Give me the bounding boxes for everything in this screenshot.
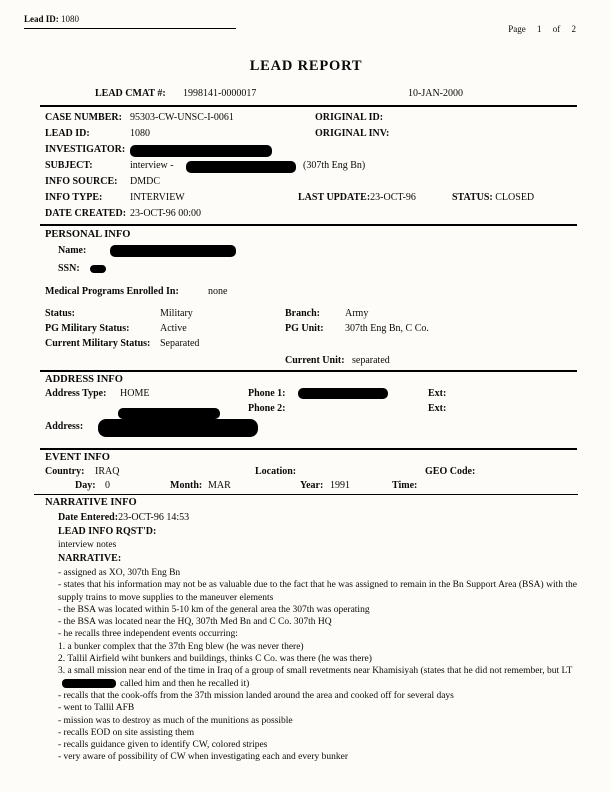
lead-info-rqstd-row	[0, 526, 612, 541]
military-status-value: Military	[160, 308, 193, 319]
pg-military-status-value: Active	[160, 323, 187, 334]
redaction-bar	[186, 161, 296, 173]
divider-personal	[40, 224, 577, 226]
date-entered-row	[0, 512, 612, 527]
report-title: LEAD REPORT	[249, 58, 363, 74]
narrative-line: - recalls EOD on site assisting them	[58, 727, 195, 738]
narrative-label: NARRATIVE:	[58, 553, 122, 564]
branch-value: Army	[345, 308, 369, 319]
ext2-label: Ext:	[428, 403, 447, 414]
lead-id-label: LEAD ID:	[45, 128, 90, 139]
ssn-row	[0, 263, 612, 278]
divider-top	[40, 105, 577, 107]
pg-unit-value: 307th Eng Bn, C Co.	[345, 323, 429, 334]
ssn-label: SSN:	[58, 263, 80, 274]
lead-info-rqstd-label: LEAD INFO RQST'D:	[58, 526, 157, 537]
info-source-row	[0, 176, 612, 191]
event-date-row	[0, 480, 612, 495]
pg-military-status-label: PG Military Status:	[45, 323, 130, 334]
divider-address	[40, 370, 577, 372]
month-value: MAR	[208, 480, 231, 491]
status-value: CLOSED	[495, 192, 535, 203]
narrative-line: 1. a bunker complex that the 37th Eng blew (he was never there)	[58, 641, 304, 652]
address-info-header	[0, 374, 612, 389]
current-military-status-row	[0, 338, 612, 353]
narrative-line: - states that his information may not be as valuable due to the fact that he was assigned to remain in the Bn Support Area (BSA) with the supply trains to move supplies to the maneuver elements	[58, 580, 577, 603]
notes-type: interview notes	[58, 540, 117, 550]
medical-row	[0, 286, 612, 301]
current-unit-label: Current Unit:	[285, 355, 345, 366]
status-pair	[452, 192, 534, 203]
date-entered-value: 23-OCT-96 14:53	[118, 512, 190, 523]
phone2-label: Phone 2:	[248, 403, 286, 414]
narrative-line: - the BSA was located near the HQ, 307th Med Bn and C Co. 307th HQ	[58, 617, 332, 628]
subject-prefix: interview -	[130, 160, 174, 171]
medical-value: none	[208, 286, 228, 297]
lead-id-header-value: 1080	[61, 14, 80, 24]
pg-status-row	[0, 323, 612, 338]
name-row	[0, 245, 612, 260]
info-type-row	[0, 192, 612, 207]
month-label: Month:	[170, 480, 203, 491]
narrative-line: - mission was to destroy as much of the munitions as possible	[58, 715, 293, 726]
event-info-header	[0, 452, 612, 467]
current-military-status-label: Current Military Status:	[45, 338, 151, 349]
page-word: Page	[508, 24, 526, 34]
location-label: Location:	[255, 466, 297, 477]
year-value: 1991	[330, 480, 350, 491]
redaction-bar	[298, 388, 388, 399]
subject-label: SUBJECT:	[45, 160, 93, 171]
case-number-value: 95303-CW-UNSC-I-0061	[130, 112, 234, 123]
redaction-bar	[118, 408, 220, 419]
date-created-label: DATE CREATED:	[45, 208, 127, 219]
personal-info-header	[0, 229, 612, 244]
military-status-label: Status:	[45, 308, 76, 319]
redaction-bar	[110, 245, 236, 257]
ext1-label: Ext:	[428, 388, 447, 399]
report-date: 10-JAN-2000	[408, 88, 463, 99]
info-source-value: DMDC	[130, 176, 161, 187]
redaction-bar	[90, 265, 106, 273]
original-inv-label: ORIGINAL INV:	[315, 128, 390, 139]
date-created-row	[0, 208, 612, 223]
redaction-bar	[62, 679, 116, 688]
narrative-line-post: called him and then he recalled it)	[120, 678, 250, 689]
address-label: Address:	[45, 421, 84, 432]
last-update-label: LAST UPDATE:	[298, 192, 371, 203]
page-number: 1	[537, 24, 542, 34]
year-label: Year:	[300, 480, 324, 491]
narrative-line: - recalls that the cook-offs from the 37th mission landed around the area and cooked off for several days	[58, 690, 454, 701]
country-value: IRAQ	[95, 466, 120, 477]
status-branch-row	[0, 308, 612, 323]
divider-event	[40, 448, 577, 450]
medical-label: Medical Programs Enrolled In:	[45, 286, 179, 297]
redaction-bar	[98, 419, 258, 437]
subject-suffix: (307th Eng Bn)	[303, 160, 366, 171]
day-value: 0	[105, 480, 110, 491]
narrative-line: - assigned as XO, 307th Eng Bn	[58, 568, 181, 578]
narrative-line: - he recalls three independent events occurring:	[58, 629, 238, 640]
geo-code-label: GEO Code:	[425, 466, 476, 477]
current-military-status-value: Separated	[160, 338, 200, 349]
date-entered-pair	[58, 512, 189, 523]
info-type-label: INFO TYPE:	[45, 192, 103, 203]
narrative-line: - very aware of possibility of CW when investigating each and every bunker	[58, 752, 349, 763]
last-update-pair	[298, 192, 416, 203]
address-row	[0, 421, 612, 436]
original-id-label: ORIGINAL ID:	[315, 112, 384, 123]
narrative-text	[58, 567, 582, 764]
country-row	[0, 466, 612, 481]
lead-id-header	[24, 14, 236, 29]
last-update-value: 23-OCT-96	[370, 192, 416, 203]
address-type-row	[0, 388, 612, 403]
address-info-title: ADDRESS INFO	[45, 374, 123, 385]
pg-unit-label: PG Unit:	[285, 323, 324, 334]
day-label: Day:	[75, 480, 96, 491]
address-type-label: Address Type:	[45, 388, 107, 399]
page-number-header	[499, 24, 576, 34]
event-info-title: EVENT INFO	[45, 452, 110, 463]
current-unit-value: separated	[352, 355, 390, 366]
narrative-line-pre: 3. a small mission near end of the time in Iraq of a group of small revetments near Khamisiyah (states that he did not remember, but LT	[58, 666, 573, 677]
lead-id-row	[0, 128, 612, 143]
subject-row	[0, 160, 612, 175]
phone1-label: Phone 1:	[248, 388, 286, 399]
case-number-row	[0, 112, 612, 127]
investigator-row	[0, 144, 612, 159]
info-source-label: INFO SOURCE:	[45, 176, 118, 187]
case-number-label: CASE NUMBER:	[45, 112, 122, 123]
branch-label: Branch:	[285, 308, 320, 319]
country-label: Country:	[45, 466, 85, 477]
lead-id-header-label: Lead ID:	[24, 14, 59, 24]
narrative-line: - went to Tallil AFB	[58, 703, 135, 714]
redaction-bar	[130, 145, 272, 157]
personal-info-title: PERSONAL INFO	[45, 229, 131, 240]
narrative-line: 2. Tallil Airfield wiht bunkers and buildings, thinks C Co. was there (he was there)	[58, 654, 372, 665]
date-entered-label: Date Entered:	[58, 512, 119, 523]
narrative-info-header	[0, 497, 612, 512]
investigator-label: INVESTIGATOR:	[45, 144, 126, 155]
date-created-value: 23-OCT-96 00:00	[130, 208, 202, 219]
narrative-info-title: NARRATIVE INFO	[45, 497, 137, 508]
narrative-line: - the BSA was located within 5-10 km of the general area the 307th was operating	[58, 604, 370, 615]
lead-id-value: 1080	[130, 128, 150, 139]
divider-narrative	[34, 494, 578, 495]
name-label: Name:	[58, 245, 87, 256]
info-type-value: INTERVIEW	[130, 192, 185, 203]
phone2-row	[0, 403, 612, 418]
narrative-label-row	[0, 553, 612, 568]
narrative-line-redacted	[58, 665, 582, 690]
of-word: of	[552, 24, 561, 34]
cmat-value: 1998141-0000017	[183, 88, 257, 99]
current-unit-row	[0, 355, 612, 370]
time-label: Time:	[392, 480, 418, 491]
page-total: 2	[571, 24, 576, 34]
cmat-row	[0, 88, 612, 103]
narrative-line: - recalls guidance given to identify CW, colored stripes	[58, 740, 268, 751]
status-label: STATUS:	[452, 192, 493, 203]
address-type-value: HOME	[120, 388, 150, 399]
cmat-label: LEAD CMAT #:	[95, 88, 166, 99]
